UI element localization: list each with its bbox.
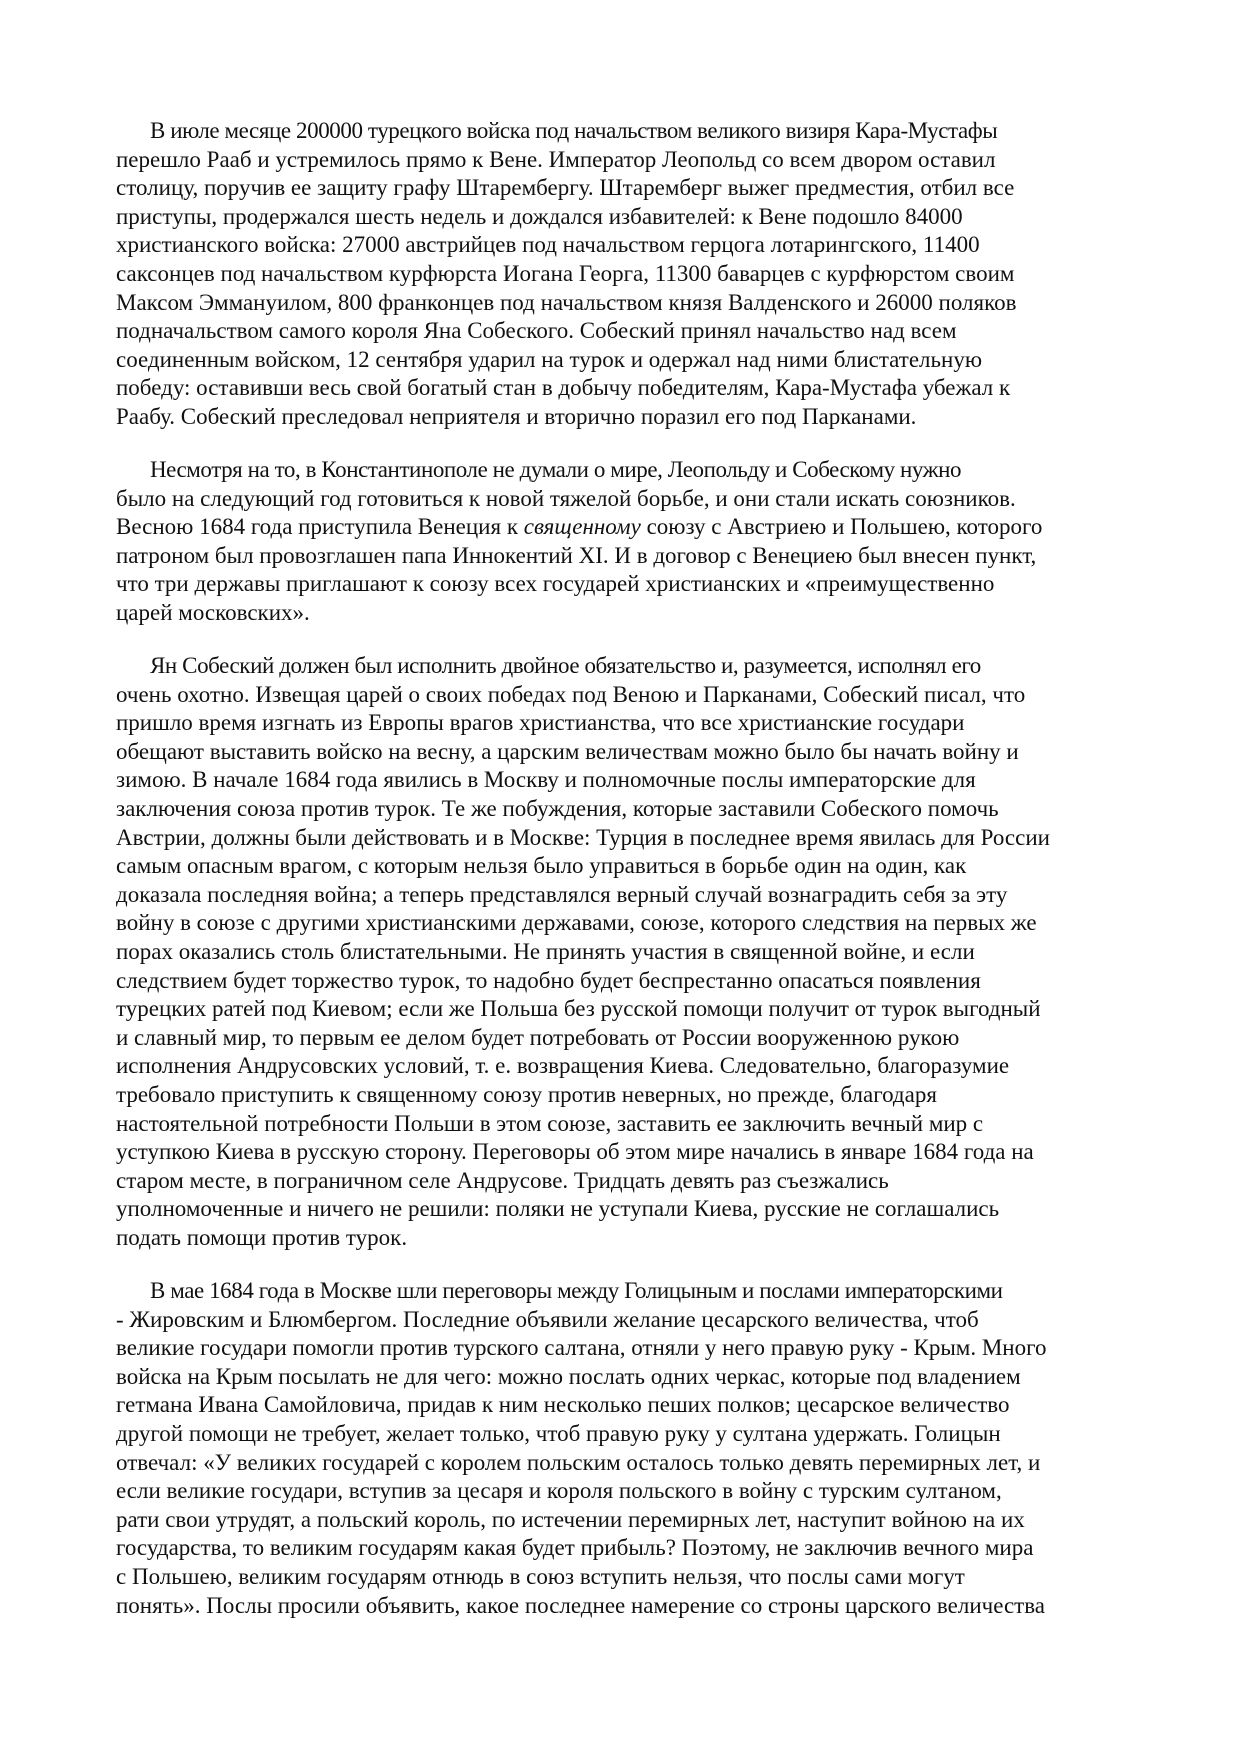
text-line: подать помощи против турок. bbox=[116, 1224, 408, 1250]
text-line: великие государи помогли против турского салтана, отняли у него правую руку - Крым. Много bbox=[116, 1335, 1047, 1361]
text-line: Австрии, должны были действовать и в Москве: Турция в последнее время явилась для России bbox=[116, 824, 1050, 850]
text-line: уполномоченные и ничего не решили: поляки не уступали Киева, русские не соглашались bbox=[116, 1196, 1000, 1222]
text-line: войну в союзе с другими христианскими державами, союзе, которого следствия на первых же bbox=[116, 910, 1037, 936]
text-line: следствием будет торжество турок, то надобно будет беспрестанно опасаться появления bbox=[116, 967, 981, 993]
paragraph bbox=[116, 117, 1129, 432]
text-line: столицу, поручив ее защиту графу Штарембергу. Штаремберг выжег предместия, отбил все bbox=[116, 175, 1015, 201]
text-line: понять». Послы просили объявить, какое последнее намерение со строны царского величества bbox=[116, 1592, 1045, 1618]
text-line: отвечал: «У великих государей с королем польским осталось только девять перемирных лет, и bbox=[116, 1449, 1041, 1475]
text-line: турецких ратей под Киевом; если же Польша без русской помощи получит от турок выгодный bbox=[116, 996, 1041, 1022]
document-body bbox=[116, 117, 1129, 1620]
paragraph bbox=[116, 456, 1129, 628]
text-line: если великие государи, вступив за цесаря и короля польского в войну с турским султаном, bbox=[116, 1478, 1002, 1504]
text-line: победу: оставивши весь свой богатый стан в добычу победителям, Кара-Мустафа убежал к bbox=[116, 375, 1011, 401]
text-line: доказала последняя война; а теперь представлялся верный случай вознаградить себя за эту bbox=[116, 881, 1008, 907]
text-line: В мае 1684 года в Москве шли переговоры между Голицыным и послами императорскими bbox=[150, 1278, 1003, 1304]
text-line: настоятельной потребности Польши в этом союзе, заставить ее заключить вечный мир с bbox=[116, 1110, 984, 1136]
text-line: гетмана Ивана Самойловича, придав к ним несколько пеших полков; цесарское величество bbox=[116, 1392, 1010, 1418]
text-line: пришло время изгнать из Европы врагов христианства, что все христианские государи bbox=[116, 710, 965, 736]
text-line: другой помощи не требует, желает только, чтоб правую руку у султана удержать. Голицын bbox=[116, 1421, 1001, 1447]
text-line: зимою. В начале 1684 года явились в Москву и полномочные послы императорские для bbox=[116, 767, 976, 793]
text-line: и славный мир, то первым ее делом будет потребовать от России вооруженною рукою bbox=[116, 1024, 960, 1050]
text-line: саксонцев под начальством курфюрста Иогана Георга, 11300 баварцев с курфюрстом своим bbox=[116, 260, 1015, 286]
text-line: уступкою Киева в русскую сторону. Переговоры об этом мире начались в январе 1684 года на bbox=[116, 1139, 1034, 1165]
text-line: требовало приступить к священному союзу против неверных, но прежде, благодаря bbox=[116, 1082, 937, 1107]
text-line bbox=[116, 513, 1129, 542]
text-line: Максом Эммануилом, 800 франконцев под начальством князя Валденского и 26000 поляков bbox=[116, 289, 1017, 315]
paragraph bbox=[116, 1277, 1129, 1620]
text-line: было на следующий год готовиться к новой тяжелой борьбе, и они стали искать союзников. bbox=[116, 485, 1016, 511]
text-line: старом месте, в пограничном селе Андрусове. Тридцать девять раз съезжались bbox=[116, 1167, 889, 1193]
text-line: подначальством самого короля Яна Собеского. Собеский принял начальство над всем bbox=[116, 318, 957, 344]
text-line: соединенным войском, 12 сентября ударил на турок и одержал над ними блистательную bbox=[116, 346, 983, 372]
text-line: заключения союза против турок. Те же побуждения, которые заставили Собеского помочь bbox=[116, 796, 999, 822]
text-line: порах оказались столь блистательными. Не принять участия в священной войне, и если bbox=[116, 939, 975, 965]
text-line: что три державы приглашают к союзу всех государей христианских и «преимущественно bbox=[116, 571, 995, 597]
text-line: перешло Рааб и устремилось прямо к Вене. Император Леопольд со всем двором оставил bbox=[116, 146, 996, 172]
text-line: В июле месяце 200000 турецкого войска под начальством великого визиря Кара-Мустафы bbox=[150, 118, 998, 143]
text-line: государства, то великим государям какая будет прибыль? Поэтому, не заключив вечного мира bbox=[116, 1535, 1034, 1561]
text-line: исполнения Андрусовских условий, т. е. возвращения Киева. Следовательно, благоразумие bbox=[116, 1053, 1010, 1079]
text-segment: союзу с Австриею и Польшею, которого bbox=[640, 514, 1043, 540]
text-segment: Весною 1684 года приступила Венеция к bbox=[116, 514, 524, 540]
text-line: царей московских». bbox=[116, 600, 310, 625]
text-line: рати свои утрудят, а польский король, по истечении перемирных лет, наступит войною на их bbox=[116, 1506, 1025, 1532]
text-line: приступы, продержался шесть недель и дождался избавителей: к Вене подошло 84000 bbox=[116, 203, 963, 229]
text-line: самым опасным врагом, с которым нельзя было управиться в борьбе один на один, как bbox=[116, 853, 967, 879]
text-line: обещают выставить войско на весну, а царским величествам можно было бы начать войну и bbox=[116, 738, 1019, 764]
text-line: Ян Собеский должен был исполнить двойное обязательство и, разумеется, исполнял его bbox=[150, 653, 981, 679]
text-line: войска на Крым посылать не для чего: можно послать одних черкас, которые под владением bbox=[116, 1363, 1021, 1389]
text-line: с Польшею, великим государям отнюдь в союз вступить нельзя, что послы сами могут bbox=[116, 1564, 965, 1589]
text-line: христианского войска: 27000 австрийцев под начальством герцога лотарингского, 11400 bbox=[116, 232, 980, 258]
text-line: патроном был провозглашен папа Иннокентий XI. И в договор с Венециею был внесен пункт, bbox=[116, 542, 1037, 568]
paragraph bbox=[116, 652, 1129, 1252]
text-line: - Жировским и Блюмбергом. Последние объявили желание цесарского величества, чтоб bbox=[116, 1306, 979, 1332]
text-line: Раабу. Собеский преследовал неприятеля и вторично поразил его под Парканами. bbox=[116, 403, 917, 429]
italic-word: священному bbox=[523, 514, 641, 540]
text-line: Несмотря на то, в Константинополе не думали о мире, Леопольду и Собескому нужно bbox=[150, 457, 962, 483]
text-line: очень охотно. Извещая царей о своих победах под Веною и Парканами, Собеский писал, что bbox=[116, 681, 1026, 707]
